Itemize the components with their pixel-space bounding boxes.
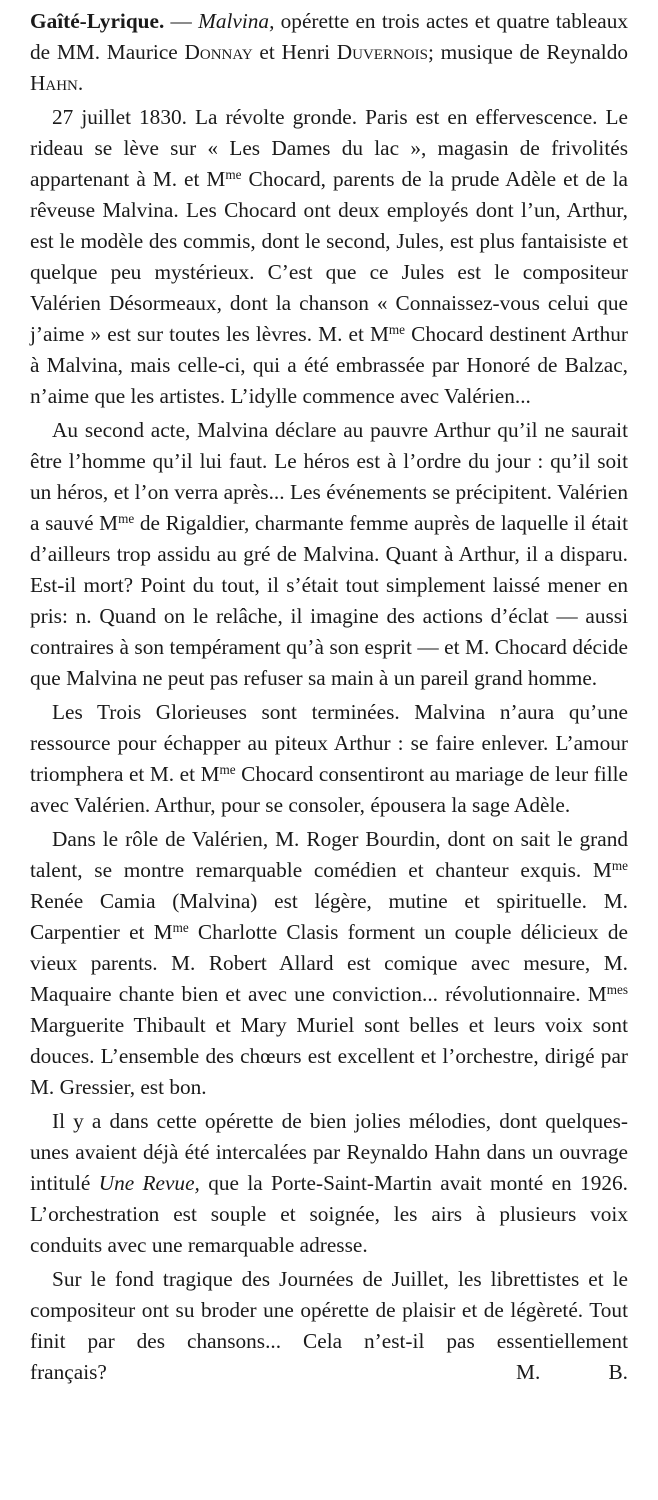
author-duvernois: Duvernois	[336, 40, 428, 64]
composer-hahn: Hahn	[30, 71, 78, 95]
paragraph-conclusion: Sur le fond tragique des Journées de Juillet, les librettistes et le compositeur ont su broder une opérette de plaisir et de légèreté. Tout finit par des chansons... Cela n’est-il pas essentiellement français? M. B.	[30, 1267, 628, 1384]
paragraph-synopsis-act-3: Les Trois Glorieuses sont terminées. Malvina n’aura qu’une ressource pour échapper au piteux Arthur : se faire enlever. L’amour triomphera et M. et $M^{me}$ Chocard consentiront au mariage de leur fille avec Valérien. Arthur, pour se consoler, épousera la sage Adèle.	[30, 700, 628, 817]
work-title: Malvina,	[198, 9, 275, 33]
review-header: Gaîté-Lyrique. — Malvina, opérette en trois actes et quatre tableaux de MM. Maurice Donnay et Henri Duvernois; musique de Reynaldo Hahn.	[30, 9, 628, 95]
paragraph-synopsis-act-1: 27 juillet 1830. La révolte gronde. Paris est en effervescence. Le rideau se lève sur « Les Dames du lac », magasin de frivolités appartenant à M. et $M^{me}$ Chocard, parents de la prude Adèle et de la rêveuse Malvina. Les Chocard ont deux employés dont l’un, Arthur, est le modèle des commis, dont le second, Jules, est plus fantaisiste et quelque peu mystérieux. C’est que ce Jules est le compositeur Valérien Désormeaux, dont la chanson « Connaissez-vous celui que j’aime » est sur toutes les lèvres. M. et $M^{me}$ Chocard destinent Arthur à Malvina, mais celle-ci, qui a été embrassée par Honoré de Balzac, n’aime que les artistes. L’idylle commence avec Valérien...	[30, 105, 628, 408]
paragraph-synopsis-act-2: Au second acte, Malvina déclare au pauvre Arthur qu’il ne saurait être l’homme qu’il lui faut. Le héros est à l’ordre du jour : qu’il soit un héros, et l’on verra après... Les événements se précipitent. Valérien a sauvé $M^{me}$ de Rigaldier, charmante femme auprès de laquelle il était d’ailleurs trop assidu au gré de Malvina. Quant à Arthur, il a disparu. Est-il mort? Point du tout, il s’était tout simplement laissé mener en pris: n. Quand on le relâche, il imagine des actions d’éclat — aussi contraires à son tempérament qu’à son esprit — et M. Chocard décide que Malvina ne peut pas refuser sa main à un pareil grand homme.	[30, 418, 628, 690]
author-donnay: Donnay	[184, 40, 253, 64]
theatre-name: Gaîté-Lyrique.	[30, 9, 165, 33]
work-title-une-revue: Une Revue,	[98, 1171, 200, 1195]
signature: M. B.	[516, 1360, 628, 1384]
paragraph-cast: Dans le rôle de Valérien, M. Roger Bourdin, dont on sait le grand talent, se montre remarquable comédien et chanteur exquis. $M^{me}$ Renée Camia (Malvina) est légère, mutine et spirituelle. M. Carpentier et $M^{me}$ Charlotte Clasis forment un couple délicieux de vieux parents. M. Robert Allard est comique avec mesure, M. Maquaire chante bien et avec une conviction... révolutionnaire. $M^{mes}$ Marguerite Thibault et Mary Muriel sont belles et leurs voix sont douces. L’ensemble des chœurs est excellent et l’orchestre, dirigé par M. Gressier, est bon.	[30, 827, 628, 1099]
paragraph-music: Il y a dans cette opérette de bien jolies mélodies, dont quelques-unes avaient déjà été intercalées par Reynaldo Hahn dans un ouvrage intitulé Une Revue, que la Porte-Saint-Martin avait monté en 1926. L’orchestration est souple et soignée, les airs à plusieurs voix conduits avec une remarquable adresse.	[30, 1109, 628, 1257]
